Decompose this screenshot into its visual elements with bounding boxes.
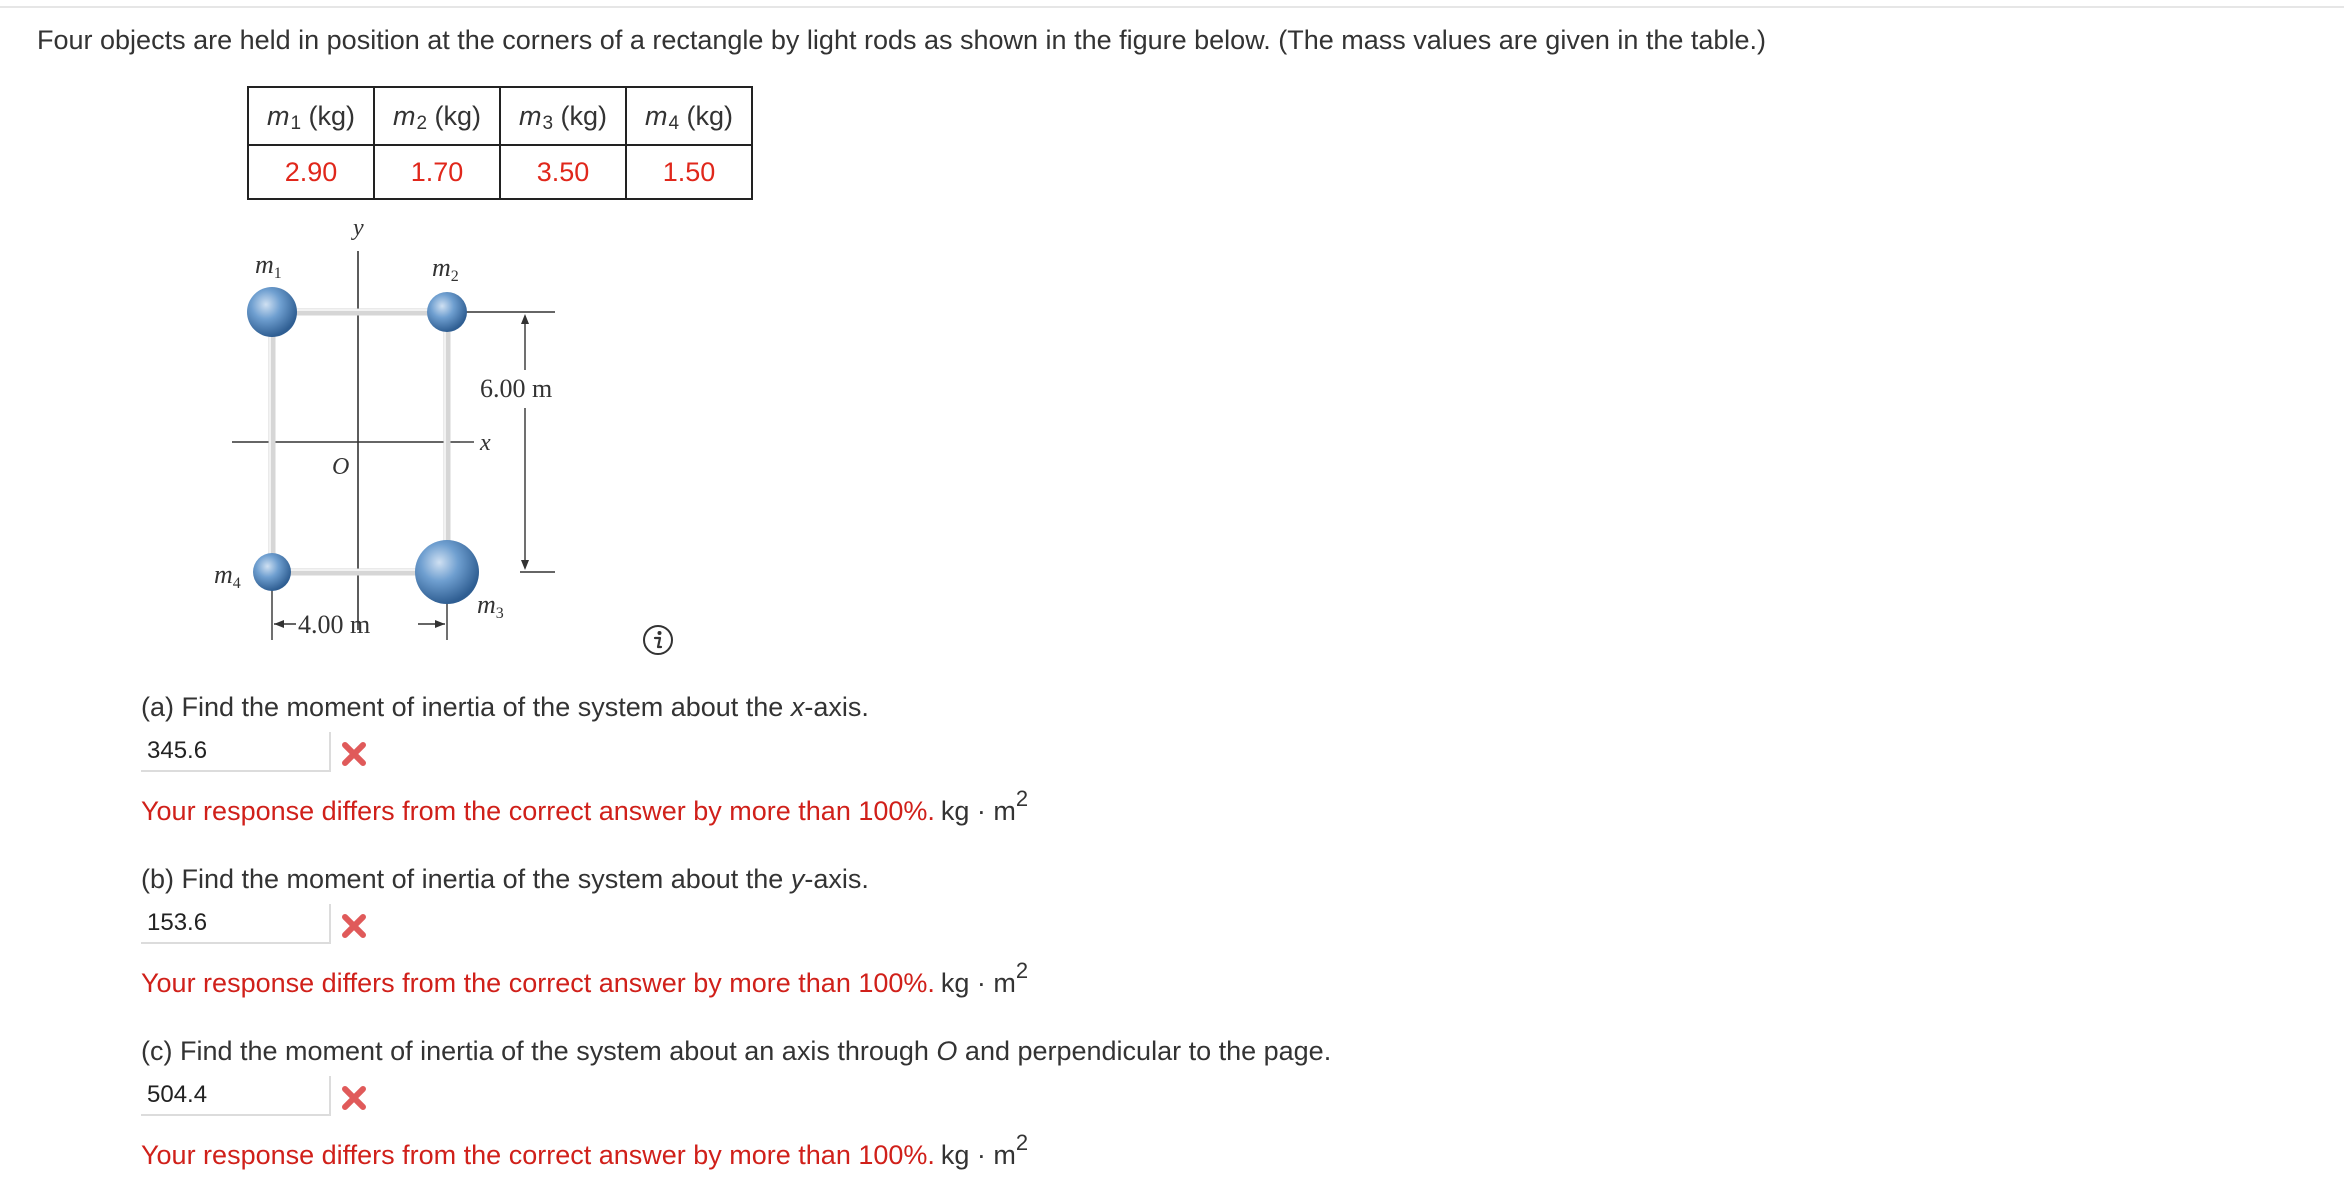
wrong-x-icon	[340, 912, 368, 940]
arrow-right-icon	[435, 620, 445, 628]
question-b	[141, 862, 1028, 1000]
height-dimension-label: 6.00 m	[480, 374, 553, 403]
mass-header-m2: $m_2$ (kg)	[374, 87, 500, 145]
question-a	[141, 690, 1028, 828]
answer-c-input[interactable]	[141, 1076, 331, 1116]
y-axis-label: y	[353, 215, 364, 241]
feedback-a: Your response differs from the correct answer by more than 100%.	[141, 796, 935, 826]
unit-a: kg · $m^2$	[940, 786, 1029, 826]
mass-value-m1: 2.90	[248, 145, 374, 199]
rectangle-figure	[200, 210, 600, 660]
mass-table	[247, 86, 753, 200]
mass-ball-m4	[253, 553, 291, 591]
mass-table-value-row	[248, 145, 752, 199]
arrow-up-icon	[521, 314, 529, 324]
feedback-c: Your response differs from the correct answer by more than 100%.	[141, 1140, 935, 1170]
mass-ball-m3	[415, 540, 479, 604]
top-divider	[0, 6, 2344, 8]
arrow-down-icon	[521, 560, 529, 570]
wrong-x-icon	[340, 1084, 368, 1112]
question-a-text: (a) Find the moment of inertia of the system about the x-axis.	[141, 692, 869, 722]
feedback-b: Your response differs from the correct answer by more than 100%.	[141, 968, 935, 998]
mass-value-m3: 3.50	[500, 145, 626, 199]
feedback-c-line	[141, 1130, 1331, 1172]
mass-header-m3: $m_3$ (kg)	[500, 87, 626, 145]
answer-b-row	[141, 904, 1028, 948]
answer-c-row	[141, 1076, 1331, 1120]
question-c-text: (c) Find the moment of inertia of the system about an axis through O and perpendicular to the page.	[141, 1036, 1332, 1066]
question-b-text: (b) Find the moment of inertia of the system about the y-axis.	[141, 864, 869, 894]
unit-c: kg · $m^2$	[940, 1130, 1029, 1170]
m2-label: m2	[432, 253, 459, 285]
m3-label: m3	[477, 590, 504, 622]
mass-header-m4: $m_4$ (kg)	[626, 87, 752, 145]
m4-label: m4	[214, 560, 241, 592]
problem-intro: Four objects are held in position at the corners of a rectangle by light rods as shown in the figure below. (The mass values are given in the table.)	[37, 25, 1766, 55]
mass-value-m2: 1.70	[374, 145, 500, 199]
mass-header-m1: $m_1$ (kg)	[248, 87, 374, 145]
answer-b-input[interactable]	[141, 904, 331, 944]
mass-ball-m1	[247, 287, 297, 337]
feedback-a-line	[141, 786, 1028, 828]
info-icon[interactable]	[641, 623, 675, 657]
figure-svg	[200, 210, 600, 660]
arrow-left-icon	[274, 620, 284, 628]
mass-value-m4: 1.50	[626, 145, 752, 199]
mass-ball-m2	[427, 292, 467, 332]
answer-a-row	[141, 732, 1028, 776]
width-dimension-label: 4.00 m	[298, 610, 371, 639]
m1-label: m1	[255, 250, 282, 282]
question-c	[141, 1034, 1331, 1172]
x-axis-label: x	[480, 430, 491, 456]
origin-label: O	[332, 454, 350, 480]
wrong-x-icon	[340, 740, 368, 768]
unit-b: kg · $m^2$	[940, 958, 1029, 998]
answer-a-input[interactable]	[141, 732, 331, 772]
feedback-b-line	[141, 958, 1028, 1000]
mass-table-header-row	[248, 87, 752, 145]
